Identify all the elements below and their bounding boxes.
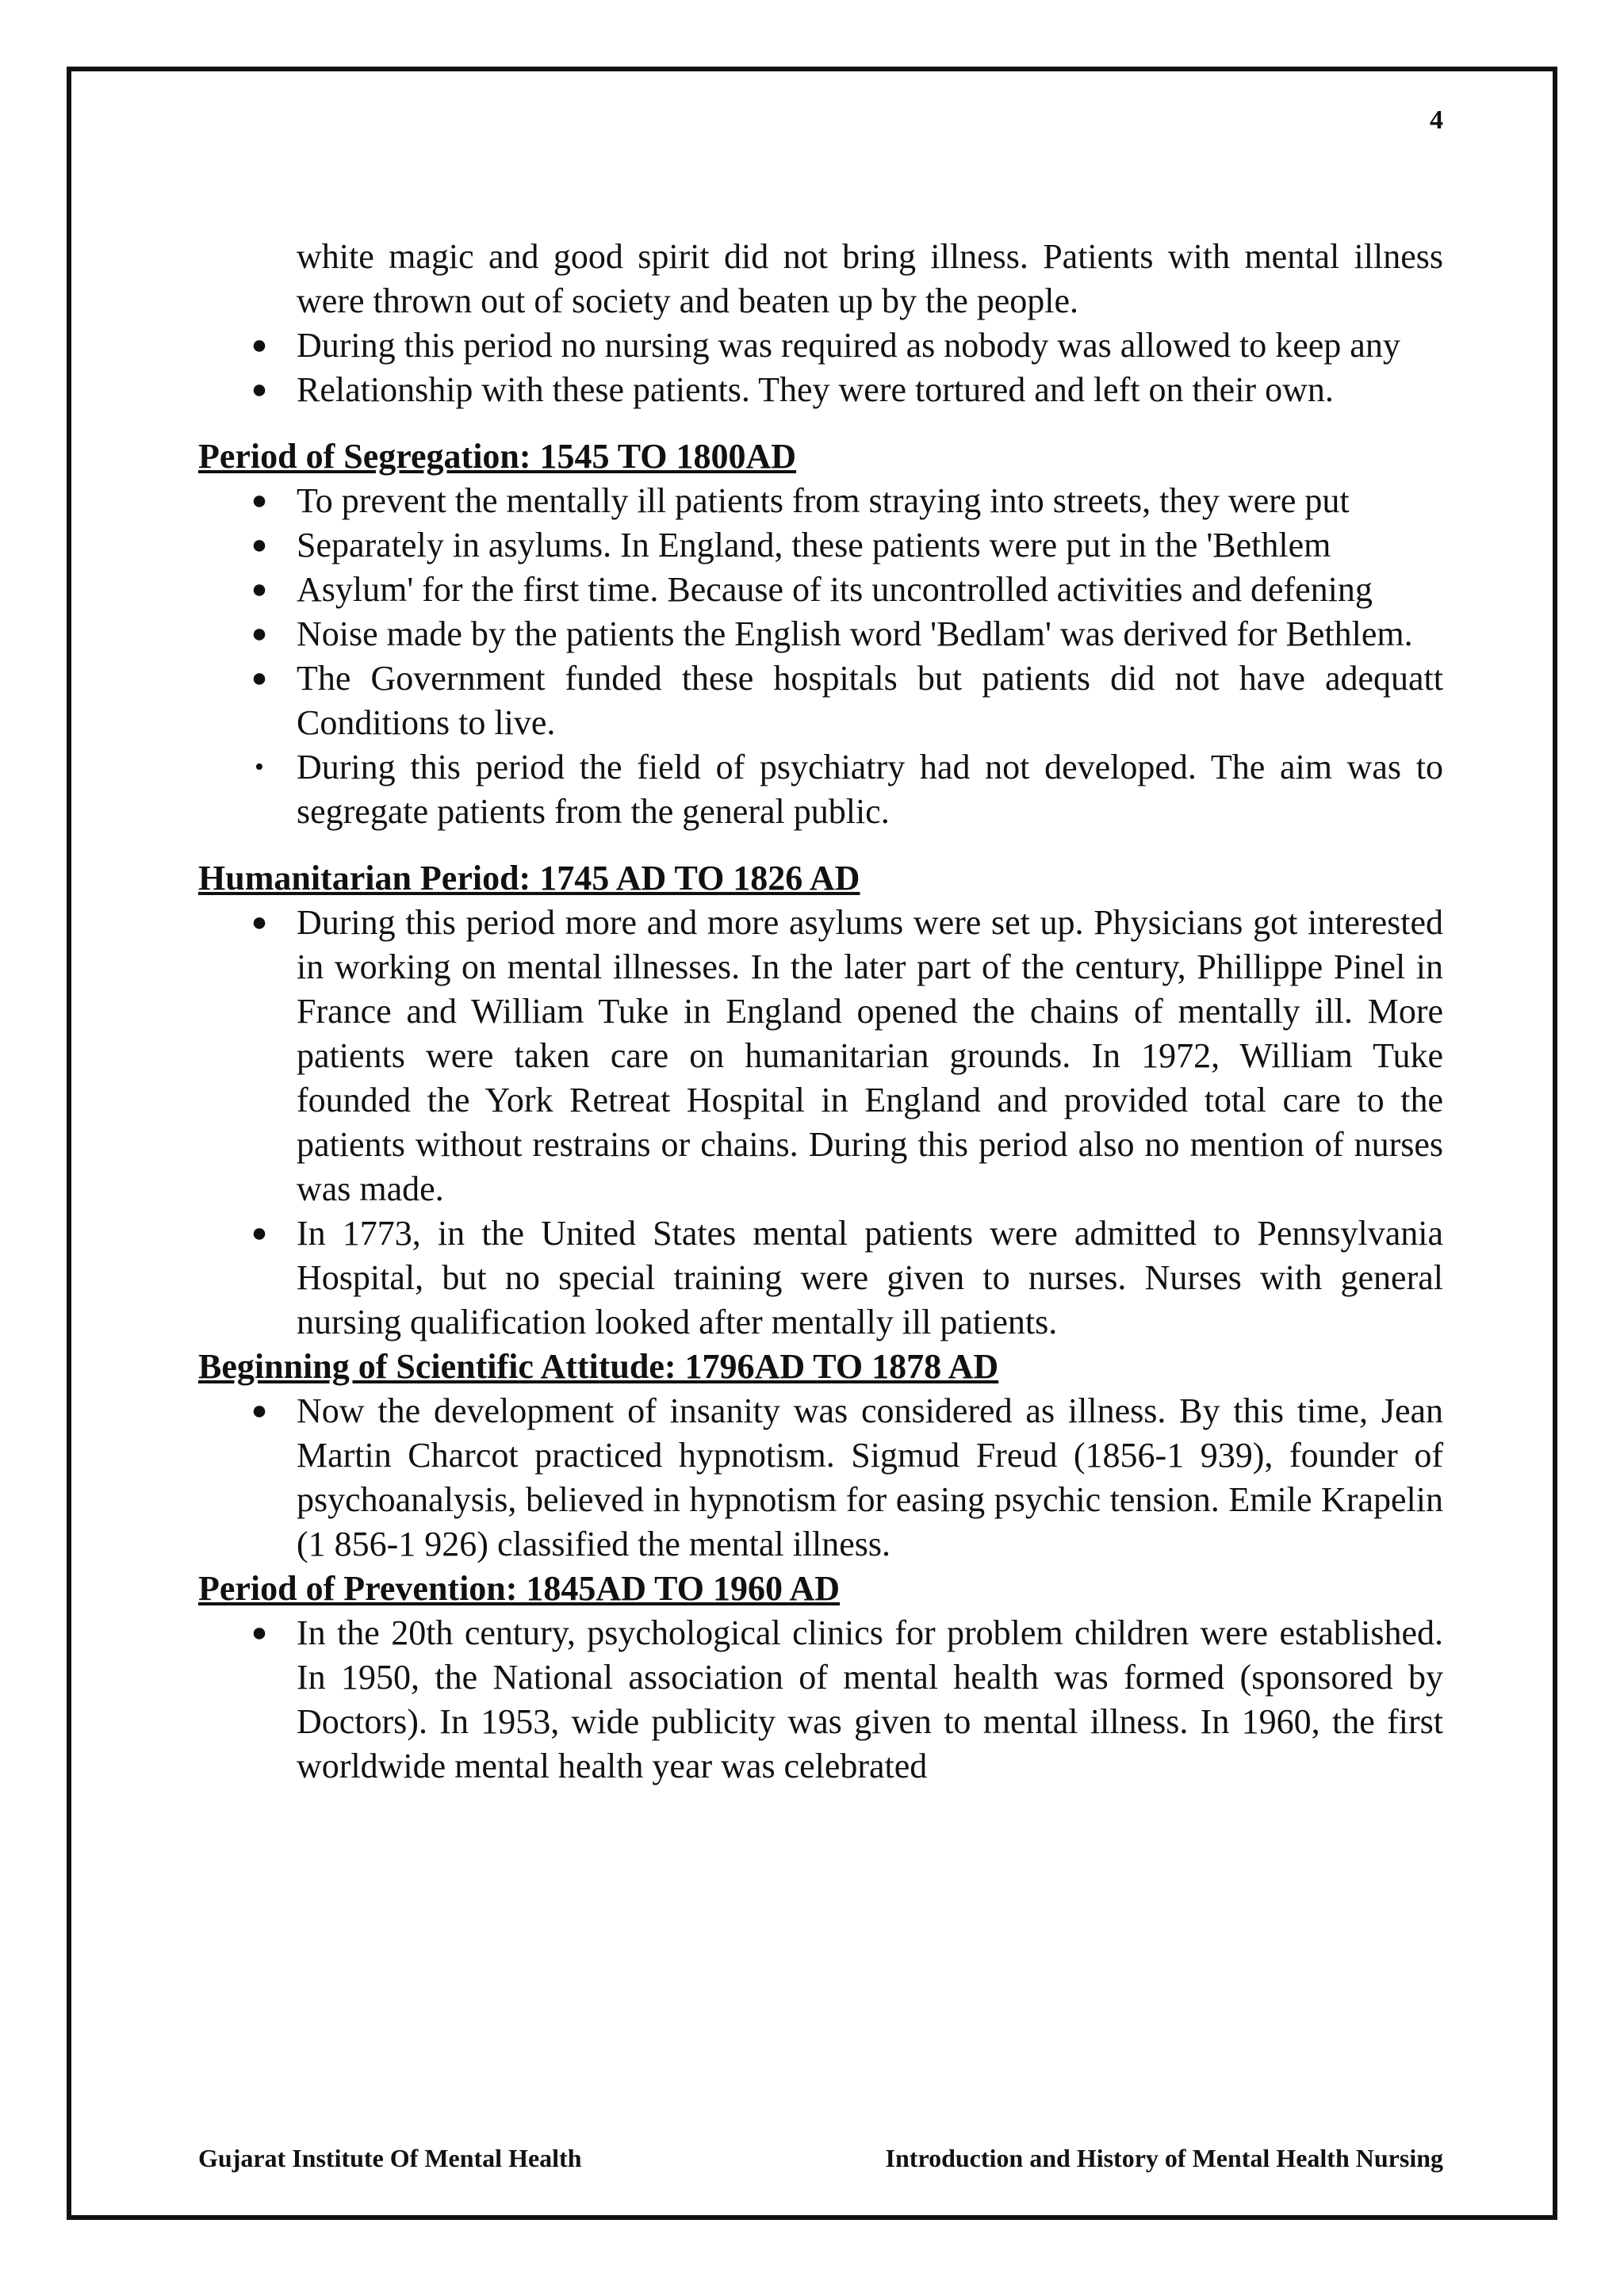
list-item: ● During this period more and more asylums were set up. Physicians got interested in working on mental illnesses. In the later part of the century, Phillippe Pinel in France and William Tuke in England opened the chains of mentally ill. More patients were taken care on humanitarian grounds. In 1972, William Tuke founded the York Retreat Hospital in England and provided total care to the patients without restrains or chains. During this period also no mention of nurses was made. xyxy=(198,901,1443,1211)
humanitarian-bullet-list xyxy=(198,901,1443,1345)
section-heading-prevention: Period of Prevention: 1845AD TO 1960 AD xyxy=(198,1569,841,1608)
footer-document-title: Introduction and History of Mental Health Nursing xyxy=(885,2144,1443,2172)
bullet-icon: ● xyxy=(251,331,268,360)
list-item: • During this period the field of psychiatry had not developed. The aim was to segregate patients from the general public. xyxy=(198,745,1443,834)
section-heading-segregation: Period of Segregation: 1545 TO 1800AD xyxy=(198,437,797,476)
list-item: ● Noise made by the patients the English word 'Bedlam' was derived for Bethlem. xyxy=(198,612,1443,656)
bullet-icon: ● xyxy=(251,575,268,604)
list-item: ● Separately in asylums. In England, these patients were put in the 'Bethlem xyxy=(198,523,1443,568)
list-item: ● To prevent the mentally ill patients from straying into streets, they were put xyxy=(198,479,1443,523)
bullet-icon: ● xyxy=(251,1219,268,1248)
footer-institute: Gujarat Institute Of Mental Health xyxy=(198,2144,582,2172)
bullet-icon: • xyxy=(255,752,264,782)
list-item: ● Asylum' for the first time. Because of its uncontrolled activities and defening xyxy=(198,568,1443,612)
scientific-attitude-bullet-list xyxy=(198,1389,1443,1567)
page-number: 4 xyxy=(1430,105,1443,135)
segregation-bullet-list xyxy=(198,479,1443,834)
bullet-icon: ● xyxy=(251,1396,268,1425)
list-item: ● Now the development of insanity was considered as illness. By this time, Jean Martin Charcot practiced hypnotism. Sigmud Freud (1856-1 939), founder of psychoanalysis, believed in hypnotism for easing psychic tension. Emile Krapelin (1 856-1 926) classified the mental illness. xyxy=(198,1389,1443,1567)
intro-continuation: white magic and good spirit did not bring illness. Patients with mental illness were thrown out of society and beaten up by the people. xyxy=(297,237,1443,320)
bullet-icon: ● xyxy=(251,375,268,404)
bullet-icon: ● xyxy=(251,530,268,560)
bullet-icon: ● xyxy=(251,1618,268,1647)
list-item: ● Relationship with these patients. They were tortured and left on their own. xyxy=(198,368,1443,412)
document-body xyxy=(198,235,1443,1789)
list-item: ● In the 20th century, psychological clinics for problem children were established. In 1950, the National association of mental health was formed (sponsored by Doctors). In 1953, wide publicity was given to mental illness. In 1960, the first worldwide mental health year was celebrated xyxy=(198,1611,1443,1789)
bullet-icon: ● xyxy=(251,486,268,515)
list-item: ● During this period no nursing was required as nobody was allowed to keep any xyxy=(198,323,1443,368)
bullet-icon: ● xyxy=(251,664,268,693)
prevention-bullet-list xyxy=(198,1611,1443,1789)
intro-bullet-list xyxy=(198,323,1443,412)
bullet-icon: ● xyxy=(251,908,268,937)
section-heading-scientific-attitude: Beginning of Scientific Attitude: 1796AD TO 1878 AD xyxy=(198,1347,999,1386)
list-item: ● In 1773, in the United States mental patients were admitted to Pennsylvania Hospital, but no special training were given to nurses. Nurses with general nursing qualification looked after mentally ill patients. xyxy=(198,1211,1443,1345)
list-item: ● The Government funded these hospitals but patients did not have adequatt Conditions to live. xyxy=(198,656,1443,745)
section-heading-humanitarian: Humanitarian Period: 1745 AD TO 1826 AD xyxy=(198,859,860,897)
page-footer xyxy=(198,2142,1443,2174)
bullet-icon: ● xyxy=(251,619,268,649)
